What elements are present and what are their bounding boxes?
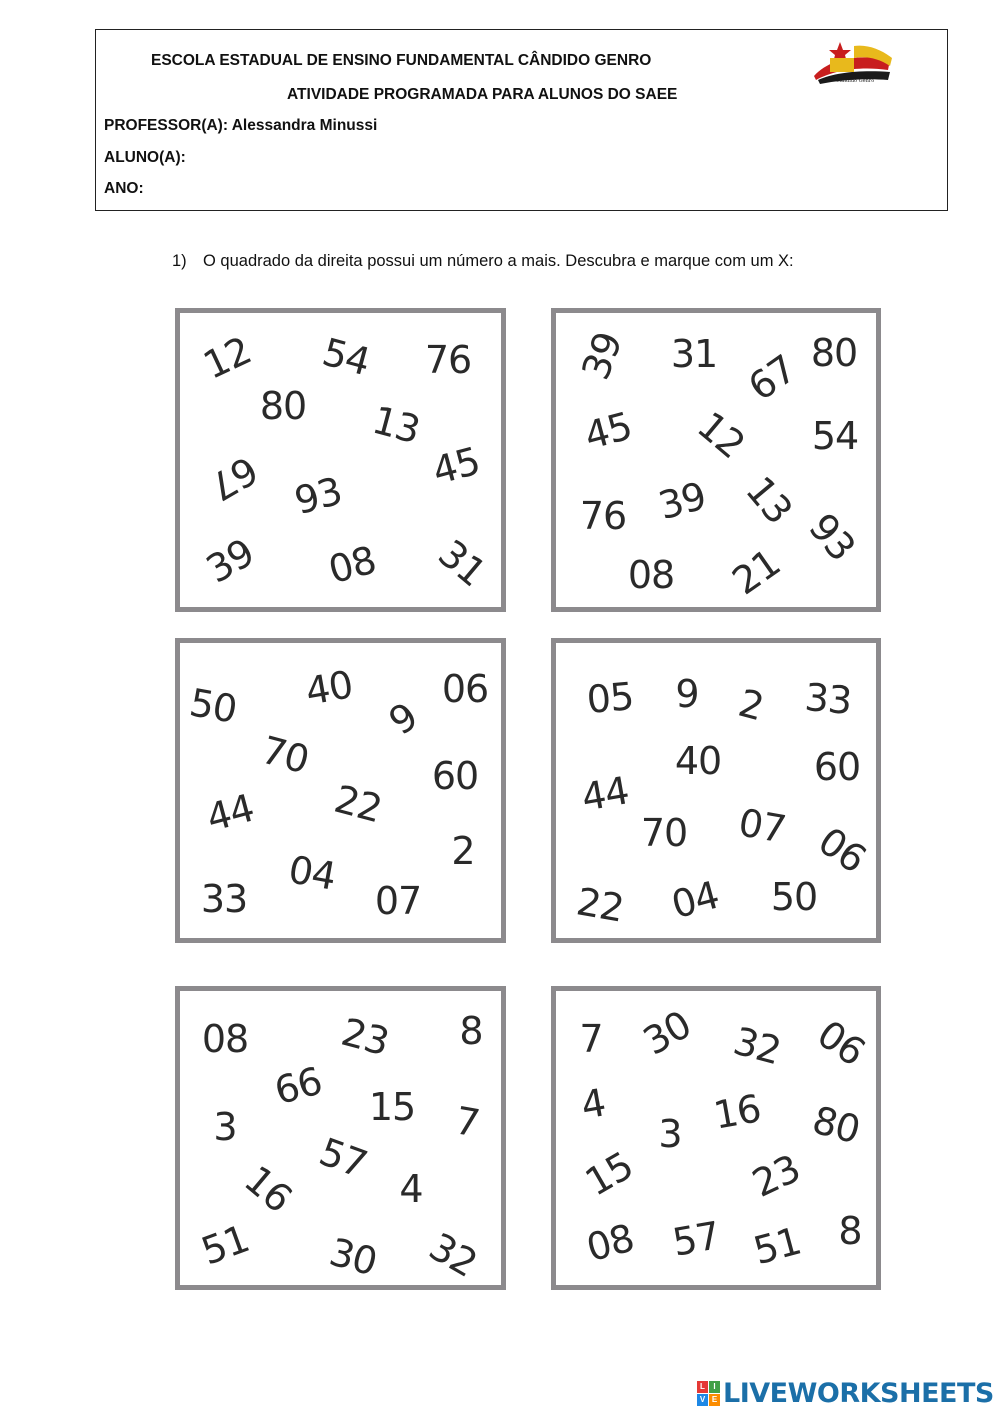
number-item: 54 xyxy=(317,329,375,385)
number-item: 39 xyxy=(653,473,711,529)
number-item: 32 xyxy=(421,1224,485,1286)
number-item: 33 xyxy=(802,675,854,723)
puzzle-1-left-square xyxy=(175,308,506,612)
puzzle-3-right-square xyxy=(551,986,881,1290)
question-number: 1) xyxy=(172,252,187,270)
number-item: 30 xyxy=(635,1002,699,1064)
student-field[interactable]: ALUNO(A): xyxy=(104,149,186,166)
number-item: 40 xyxy=(674,739,722,783)
number-item: 32 xyxy=(728,1018,786,1074)
number-item: 16 xyxy=(710,1086,764,1138)
number-item: 67 xyxy=(202,447,266,509)
number-item: 23 xyxy=(745,1146,807,1206)
number-item: 15 xyxy=(577,1143,641,1205)
number-item: 45 xyxy=(427,438,485,494)
number-item: 44 xyxy=(201,785,259,841)
number-item: 9 xyxy=(675,672,699,716)
number-item: 22 xyxy=(329,776,387,832)
number-item: 15 xyxy=(368,1085,416,1129)
number-item: 66 xyxy=(269,1058,327,1114)
activity-title: ATIVIDADE PROGRAMADA PARA ALUNOS DO SAEE xyxy=(287,86,678,103)
number-item: 08 xyxy=(201,1017,249,1061)
number-item: 44 xyxy=(578,768,632,820)
number-item: 8 xyxy=(459,1009,483,1053)
number-item: 76 xyxy=(424,338,472,382)
number-item: 93 xyxy=(289,468,347,524)
number-item: 2 xyxy=(734,680,768,730)
number-item: 57 xyxy=(313,1129,373,1187)
logo-text: Cândido Genro xyxy=(836,78,875,84)
number-item: 2 xyxy=(451,829,475,873)
number-item: 21 xyxy=(724,540,788,604)
year-field[interactable]: ANO: xyxy=(104,180,144,197)
school-logo xyxy=(810,36,894,84)
number-item: 67 xyxy=(740,346,804,410)
number-item: 39 xyxy=(573,326,631,386)
number-item: 06 xyxy=(809,1011,873,1075)
number-item: 16 xyxy=(236,1157,300,1221)
number-item: 50 xyxy=(186,680,240,732)
number-item: 04 xyxy=(285,847,339,899)
number-item: 50 xyxy=(770,875,818,919)
teacher-line: PROFESSOR(A): Alessandra Minussi xyxy=(104,117,378,134)
number-item: 31 xyxy=(670,332,718,376)
number-item: 57 xyxy=(669,1213,723,1265)
number-item: 76 xyxy=(579,494,627,538)
liveworksheets-wordmark: LIVEWORKSHEETS xyxy=(723,1378,994,1409)
number-item: 4 xyxy=(399,1167,423,1211)
number-item: 04 xyxy=(666,872,724,928)
school-name: ESCOLA ESTADUAL DE ENSINO FUNDAMENTAL CÂNDIDO GENRO xyxy=(151,52,652,69)
number-item: 13 xyxy=(737,468,801,532)
number-item: 4 xyxy=(577,1080,609,1128)
number-item: 40 xyxy=(302,662,356,714)
puzzle-3-left-square xyxy=(175,986,506,1290)
number-item: 3 xyxy=(213,1105,237,1149)
number-item: 60 xyxy=(813,745,861,789)
puzzle-2-right-square xyxy=(551,638,881,943)
number-item: 45 xyxy=(579,403,637,459)
number-item: 70 xyxy=(640,811,688,855)
number-item: 70 xyxy=(256,727,314,783)
number-item: 80 xyxy=(807,1097,865,1153)
puzzle-2-left-square xyxy=(175,638,506,943)
number-item: 08 xyxy=(323,537,381,593)
number-item: 06 xyxy=(810,818,874,882)
number-item: 33 xyxy=(200,877,248,921)
number-item: 8 xyxy=(838,1209,862,1253)
number-item: 51 xyxy=(195,1216,255,1274)
number-item: 3 xyxy=(658,1112,682,1156)
number-item: 9 xyxy=(380,694,426,744)
number-item: 12 xyxy=(689,403,753,467)
number-item: 07 xyxy=(735,800,789,852)
number-item: 39 xyxy=(198,530,262,592)
number-item: 12 xyxy=(196,328,258,388)
number-item: 08 xyxy=(627,553,675,597)
number-item: 22 xyxy=(573,879,627,931)
number-item: 7 xyxy=(579,1017,603,1061)
number-item: 05 xyxy=(584,674,636,722)
question-text: O quadrado da direita possui um número a mais. Descubra e marque com um X: xyxy=(203,252,794,270)
number-item: 07 xyxy=(374,879,422,923)
number-item: 23 xyxy=(336,1009,394,1065)
liveworksheets-logo-icon: L I V E xyxy=(697,1381,721,1407)
puzzle-1-right-square xyxy=(551,308,881,612)
number-item: 80 xyxy=(259,384,307,428)
number-item: 31 xyxy=(430,531,494,595)
number-item: 93 xyxy=(800,505,864,569)
number-item: 80 xyxy=(810,331,858,375)
number-item: 06 xyxy=(441,667,489,711)
number-item: 51 xyxy=(748,1218,806,1274)
number-item: 08 xyxy=(581,1215,639,1271)
number-item: 54 xyxy=(811,414,859,458)
number-item: 60 xyxy=(431,754,479,798)
number-item: 13 xyxy=(367,397,425,453)
number-item: 30 xyxy=(324,1229,382,1285)
number-item: 7 xyxy=(451,1098,483,1146)
